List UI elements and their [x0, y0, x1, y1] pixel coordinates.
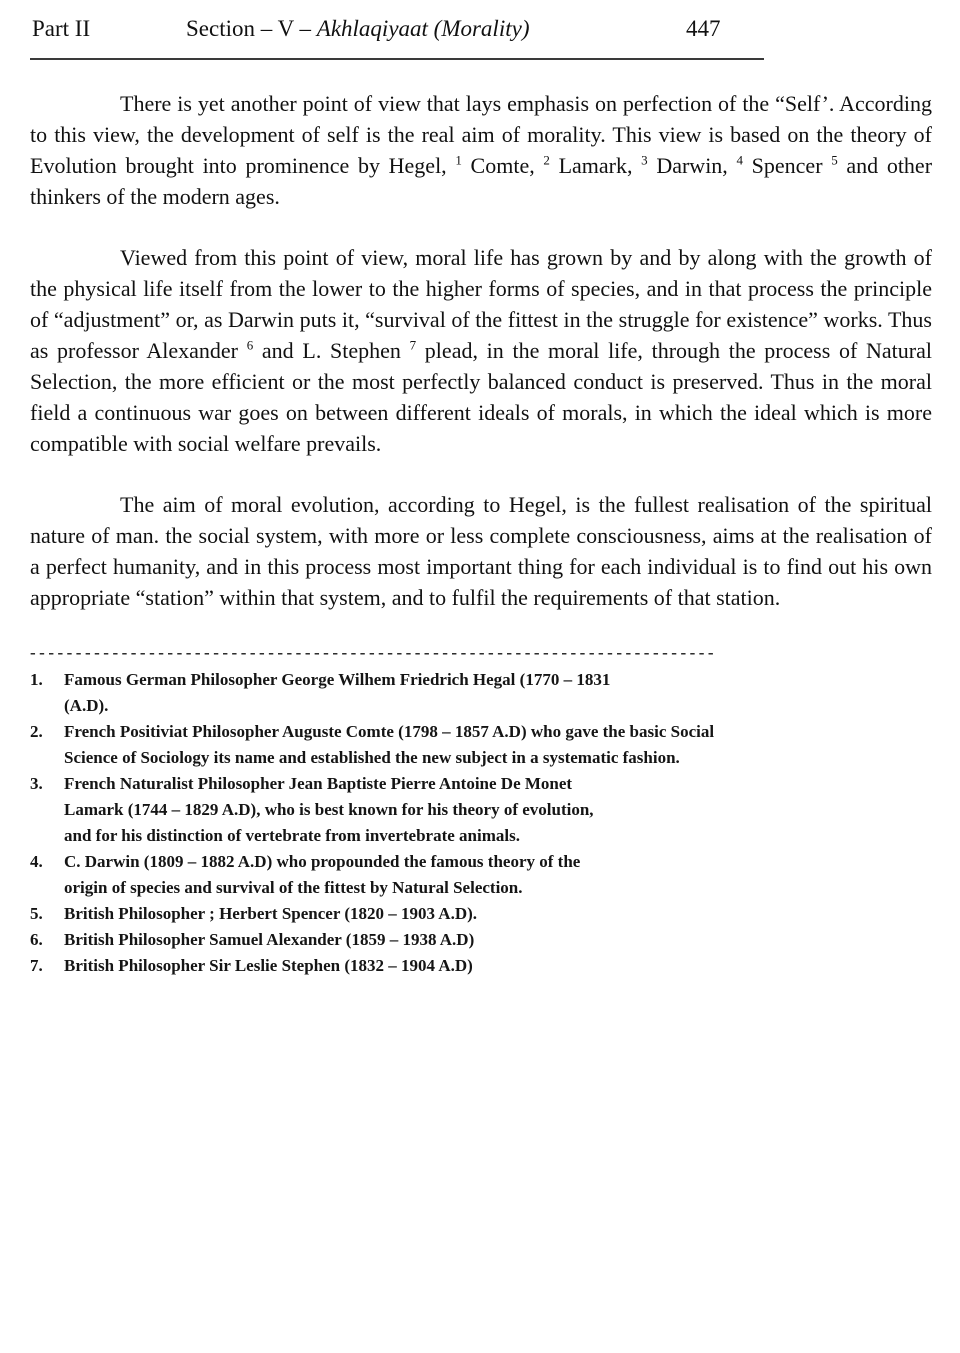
- footnote: [30, 667, 932, 719]
- footnote-ref: 6: [246, 337, 254, 353]
- header-section-title: [186, 16, 529, 42]
- footnote: [30, 849, 932, 901]
- footnote-line: and for his distinction of vertebrate from invertebrate animals.: [64, 826, 520, 845]
- header-section-prefix: Section – V –: [186, 16, 317, 41]
- header-page-number: 447: [686, 16, 721, 41]
- footnote-number: 2.: [30, 722, 43, 741]
- footnote-ref: 5: [831, 152, 838, 168]
- footnote-text: [64, 927, 932, 953]
- header-part-label: Part II: [32, 16, 91, 41]
- footnote-line: French Positiviat Philosopher Auguste Comte (1798 – 1857 A.D) who gave the basic Social: [64, 722, 715, 741]
- footnote-line: British Philosopher Samuel Alexander (1859 – 1938 A.D): [64, 930, 475, 949]
- footnote-line: origin of species and survival of the fittest by Natural Selection.: [64, 878, 523, 897]
- paragraph: The aim of moral evolution, according to Hegel, is the fullest realisation of the spiritual nature of man. the social system, with more or less complete consciousness, aims at the realisation of a perfect humanity, and in this process most important thing for each individual is to find out his own appropriate “station” within that system, and to fulfil the requirements of that station.: [30, 492, 932, 610]
- footnote-ref: 1: [455, 152, 462, 168]
- footnote-line: Famous German Philosopher George Wilhem Friedrich Hegal (1770 – 1831: [64, 670, 611, 689]
- footnote-ref: 3: [641, 152, 648, 168]
- footnote-ref: 7: [409, 337, 417, 353]
- footnote-ref: 2: [543, 152, 550, 168]
- footnote-ref: 4: [736, 152, 743, 168]
- footnote-line: C. Darwin (1809 – 1882 A.D) who propounded the famous theory of the: [64, 852, 581, 871]
- footnote: [30, 953, 932, 979]
- footnote-number: 4.: [30, 852, 43, 871]
- footnote-number: 6.: [30, 930, 43, 949]
- footnote-text: [64, 667, 932, 719]
- footnote-line: Lamark (1744 – 1829 A.D), who is best known for his theory of evolution,: [64, 800, 594, 819]
- footnote: [30, 901, 932, 927]
- footnote-line: British Philosopher Sir Leslie Stephen (1832 – 1904 A.D): [64, 956, 473, 975]
- page-header: [30, 16, 932, 52]
- footnote-text: [64, 719, 932, 771]
- footnote: [30, 927, 932, 953]
- footnote-number: 7.: [30, 956, 43, 975]
- paragraph: Viewed from this point of view, moral life has grown by and by along with the growth of the physical life itself from the lower to the higher forms of species, and in that process the principle of “adjustment” or, as Darwin puts it, “survival of the fittest in the struggle for existence” works. Thus as professor Alexander $^6$ and L. Stephen $^7$ plead, in the moral life, through the process of Natural Selection, the more efficient or the most perfectly balanced conduct is preserved. Thus in the moral field a continuous war goes on between different ideals of morals, in which the ideal which is more compatible with social welfare prevails.: [30, 245, 932, 456]
- footnote: [30, 771, 932, 849]
- header-rule: [30, 58, 764, 60]
- paragraph: There is yet another point of view that lays emphasis on perfection of the “Self’. According to this view, the development of self is the real aim of morality. This view is based on the theory of Evolution brought into prominence by Hegel, $^1$ Comte, $^2$ Lamark, $^3$ Darwin, $^4$ Spencer $^5$ and other thinkers of the modern ages.: [30, 91, 933, 209]
- footnote-number: 5.: [30, 904, 43, 923]
- footnote-line: Science of Sociology its name and established the new subject in a systematic fashion.: [64, 748, 680, 767]
- footnote-line: French Naturalist Philosopher Jean Baptiste Pierre Antoine De Monet: [64, 774, 573, 793]
- header-section-italic: Akhlaqiyaat (Morality): [316, 16, 530, 41]
- footnote-text: [64, 771, 932, 849]
- body-paragraphs: [30, 88, 932, 613]
- footnote-text: [64, 953, 932, 979]
- footnote: [30, 719, 932, 771]
- footnotes-separator: ---------------------------------------------------------------------------: [30, 643, 718, 662]
- footnote-line: British Philosopher ; Herbert Spencer (1820 – 1903 A.D).: [64, 904, 478, 923]
- footnote-number: 1.: [30, 670, 43, 689]
- footnote-line: (A.D).: [64, 696, 109, 715]
- footnote-text: [64, 901, 932, 927]
- footnotes-list: [30, 667, 932, 979]
- footnote-number: 3.: [30, 774, 43, 793]
- footnote-text: [64, 849, 932, 901]
